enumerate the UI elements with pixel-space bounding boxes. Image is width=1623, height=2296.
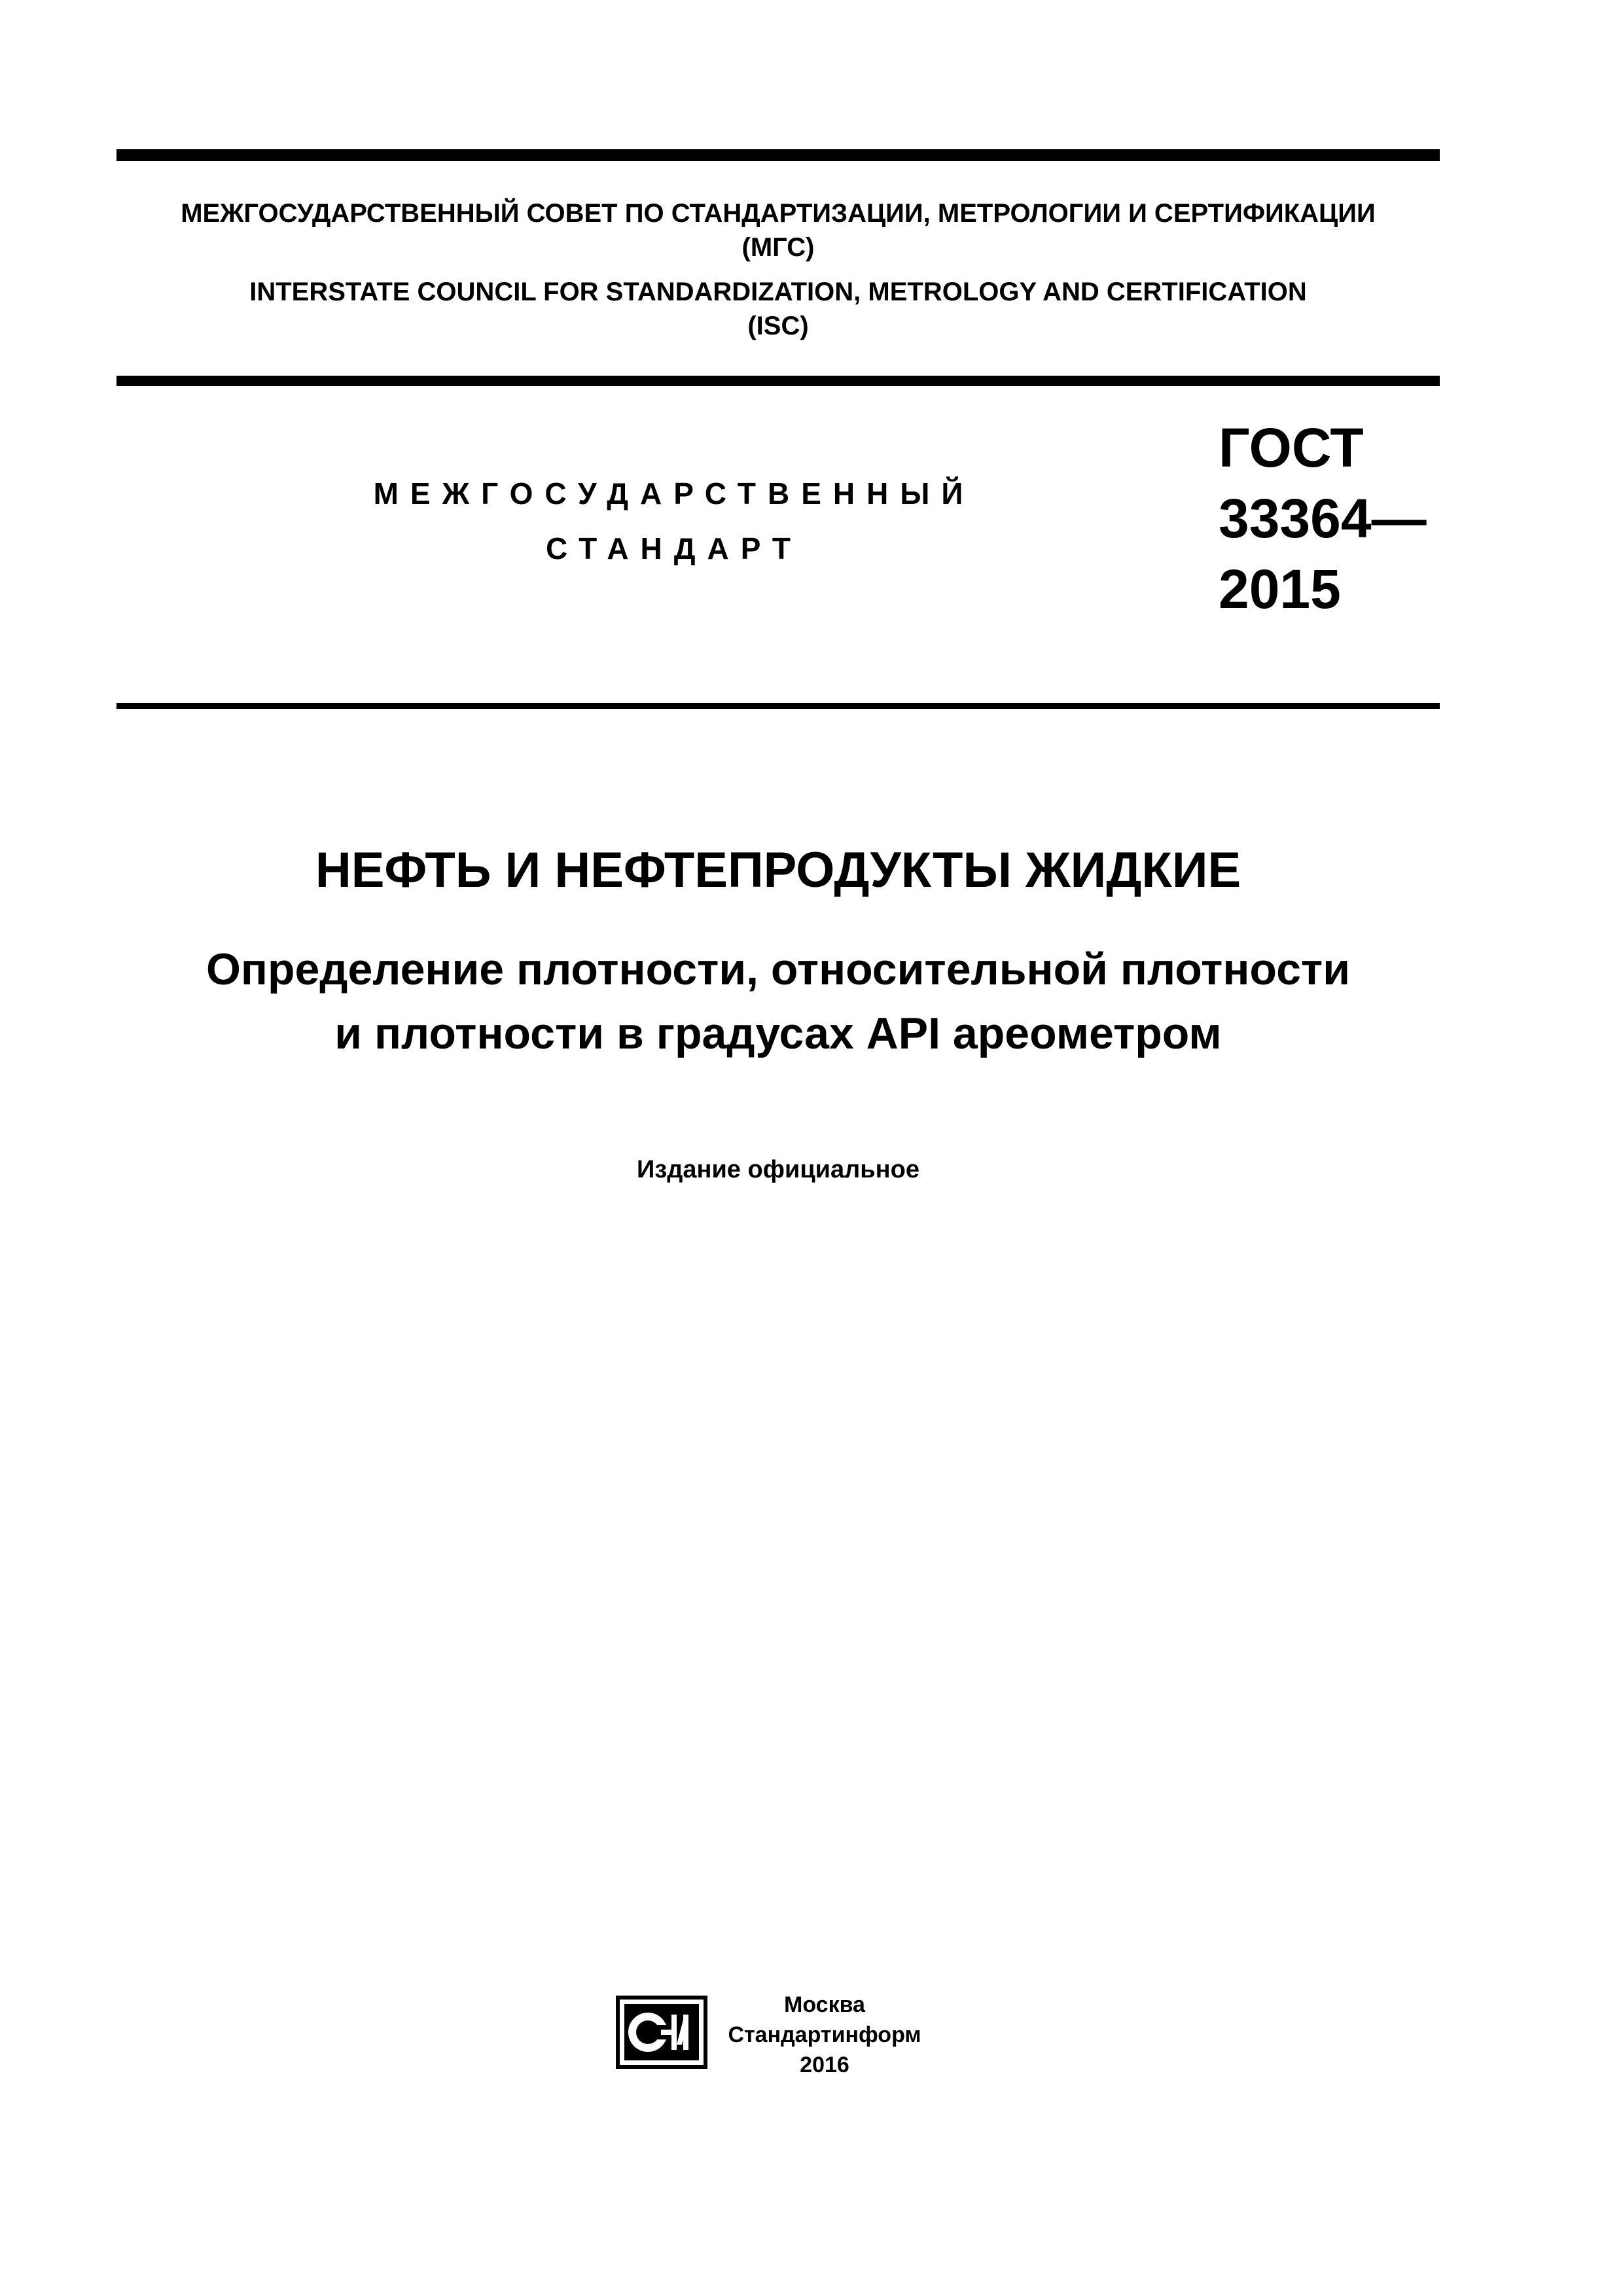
bottom-rule: [116, 703, 1440, 709]
middle-rule: [116, 376, 1440, 386]
publication-year: 2016: [800, 2053, 849, 2077]
standard-kind: [308, 466, 1041, 576]
gost-number: 33364—: [1219, 488, 1427, 549]
document-subtitle-line1: Определение плотности, относительной плотности: [205, 944, 1350, 994]
council-name-russian-line: МЕЖГОСУДАРСТВЕННЫЙ СОВЕТ ПО СТАНДАРТИЗАЦИИ, МЕТРОЛОГИИ И СЕРТИФИКАЦИИ: [181, 199, 1376, 228]
document-subtitle: [116, 937, 1440, 1066]
edition-note: Издание официальное: [637, 1156, 919, 1183]
standard-kind-line1: МЕЖГОСУДАРСТВЕННЫЙ: [373, 476, 975, 511]
document-subtitle-line2: и плотности в градусах API ареометром: [334, 1009, 1222, 1058]
publisher-imprint: [707, 1990, 942, 2080]
gost-identifier: [1219, 412, 1427, 624]
gost-year: 2015: [1219, 558, 1341, 620]
standard-kind-line2: СТАНДАРТ: [546, 531, 802, 565]
standartinform-logo-icon: [615, 1995, 708, 2070]
council-name-english: [116, 275, 1440, 343]
gost-label: ГОСТ: [1219, 417, 1364, 478]
publisher-name: Стандартинформ: [728, 2022, 921, 2047]
council-name-english-line: INTERSTATE COUNCIL FOR STANDARDIZATION, METROLOGY AND CERTIFICATION: [249, 278, 1307, 306]
council-name-russian: [116, 196, 1440, 264]
document-title: НЕФТЬ И НЕФТЕПРОДУКТЫ ЖИДКИЕ: [315, 842, 1241, 898]
publisher-city: Москва: [784, 1992, 865, 2017]
council-abbreviation-english: (ISC): [747, 312, 809, 340]
top-rule: [116, 149, 1440, 161]
council-abbreviation-russian: (МГС): [741, 233, 815, 262]
